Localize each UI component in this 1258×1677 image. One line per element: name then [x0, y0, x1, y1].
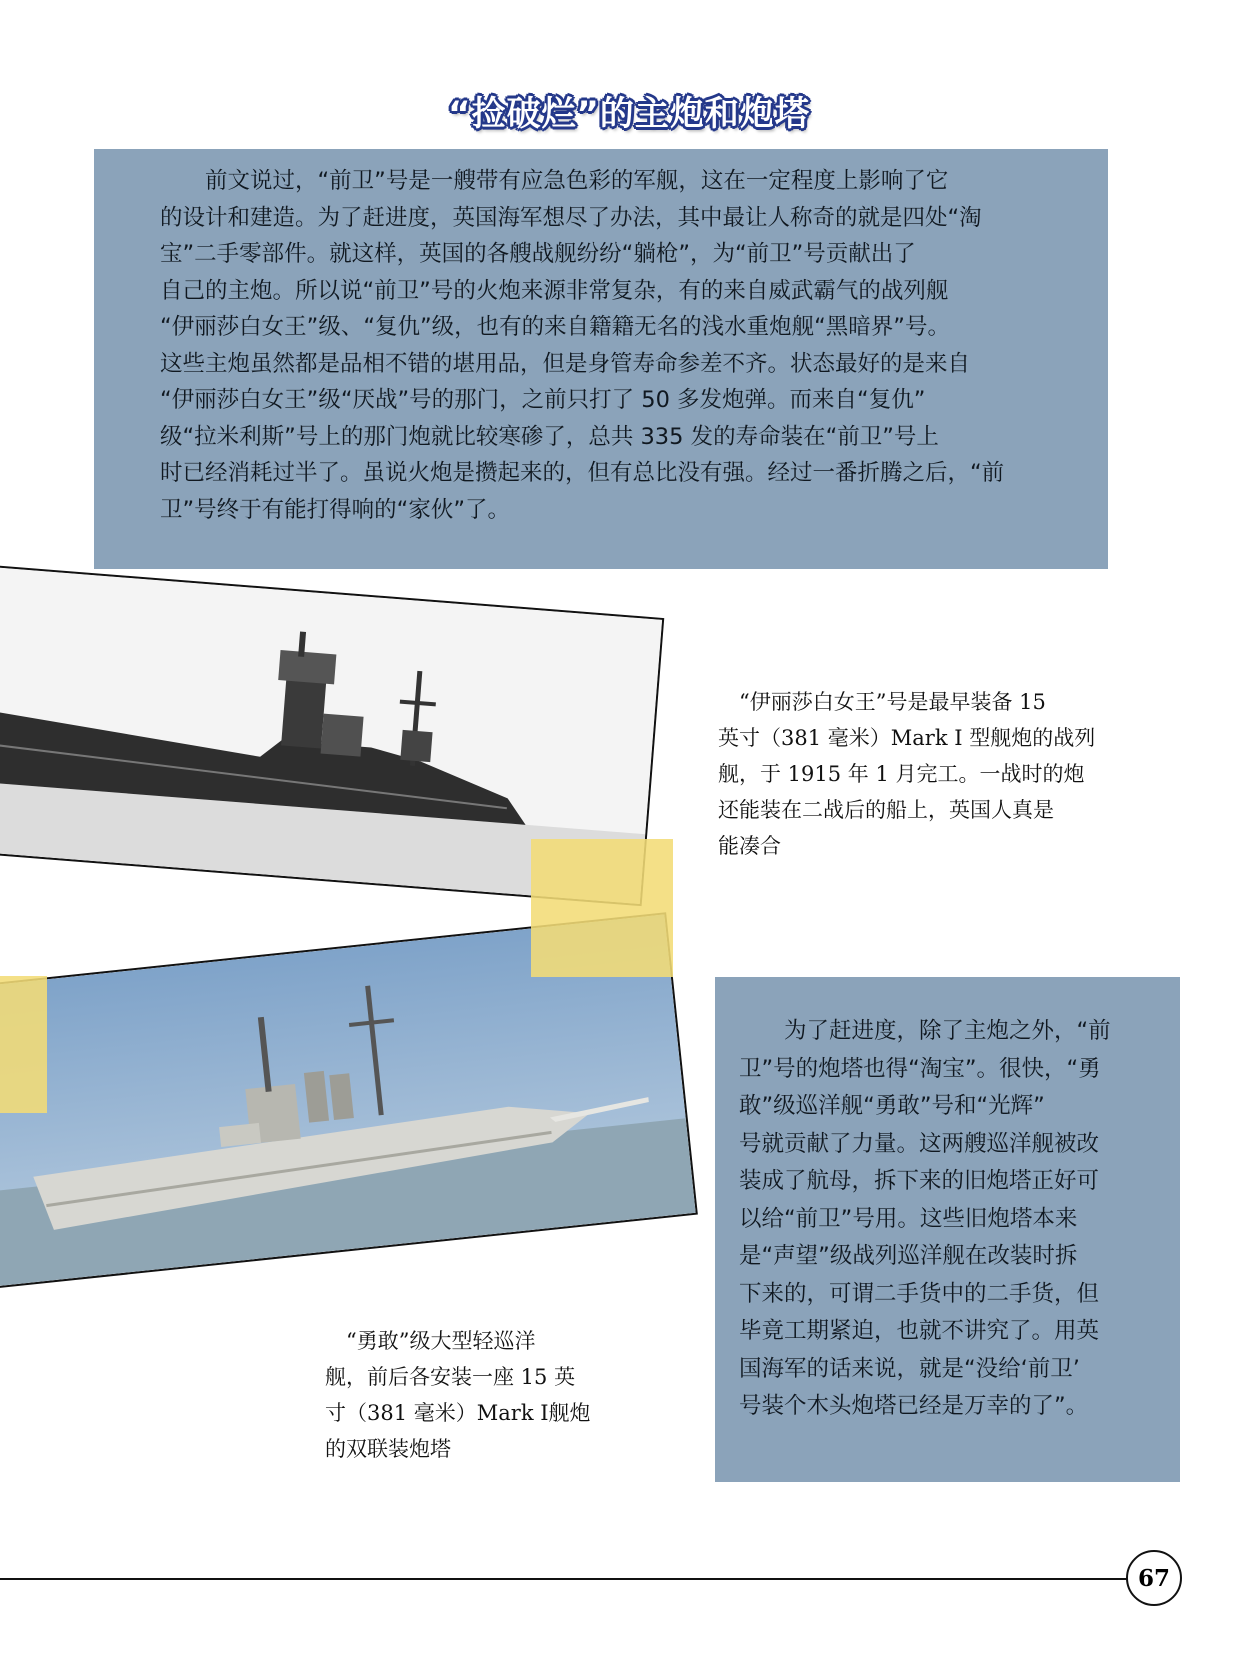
- footer-rule: [0, 1578, 1128, 1580]
- page-number: 67: [1126, 1550, 1182, 1606]
- side-text-box: 为了赶进度，除了主炮之外，“前 卫”号的炮塔也得“淘宝”。很快，“勇 敢”级巡洋舰“勇敢”号和“光辉” 号就贡献了力量。这两艘巡洋舰被改 装成了航母，拆下来的旧炮塔正好可 以给“前卫”号用。这些旧炮塔本来 是“声望”级战列巡洋舰在改装时拆 下来的，可谓二手货中的二手货，但 毕竟工期紧迫，也就不讲究了。用英 国海军的话来说，就是“没给‘前卫’ 号装个木头炮塔已经是万幸的了”。: [715, 977, 1180, 1482]
- photo-caption-courageous: “勇敢”级大型轻巡洋 舰，前后各安装一座 15 英 寸（381 毫米）Mark Ⅰ舰炮 的双联装炮塔: [325, 1329, 591, 1461]
- section-title: “捡破烂”的主炮和炮塔: [448, 94, 810, 134]
- decorative-yellow-block: [0, 976, 47, 1113]
- main-text-box: 前文说过，“前卫”号是一艘带有应急色彩的军舰，这在一定程度上影响了它 的设计和建造。为了赶进度，英国海军想尽了办法，其中最让人称奇的就是四处“淘 宝”二手零部件。就这样，英国的各艘战舰纷纷“躺枪”，为“前卫”号贡献出了 自己的主炮。所以说“前卫”号的火炮来源非常复杂，有的来自威武霸气的战列舰 “伊丽莎白女王”级、“复仇”级，也有的来自籍籍无名的浅水重炮舰“黑暗界”号。 这些主炮虽然都是品相不错的堪用品，但是身管寿命参差不齐。状态最好的是来自 “伊丽莎白女王”级“厌战”号的那门，之前只打了 50 多发炮弹。而来自“复仇” 级“拉米利斯”号上的那门炮就比较寒碜了，总共 335 发的寿命装在“前卫”号上 时已经消耗过半了。虽说火炮是攒起来的，但有总比没有强。经过一番折腾之后，“前 卫”号终于有能打得响的“家伙”了。: [94, 149, 1108, 569]
- decorative-yellow-block: [531, 839, 673, 977]
- photo-caption-queen-elizabeth: “伊丽莎白女王”号是最早装备 15 英寸（381 毫米）Mark I 型舰炮的战列 舰，于 1915 年 1 月完工。一战时的炮 还能装在二战后的船上，英国人真是 能凑合: [718, 690, 1096, 858]
